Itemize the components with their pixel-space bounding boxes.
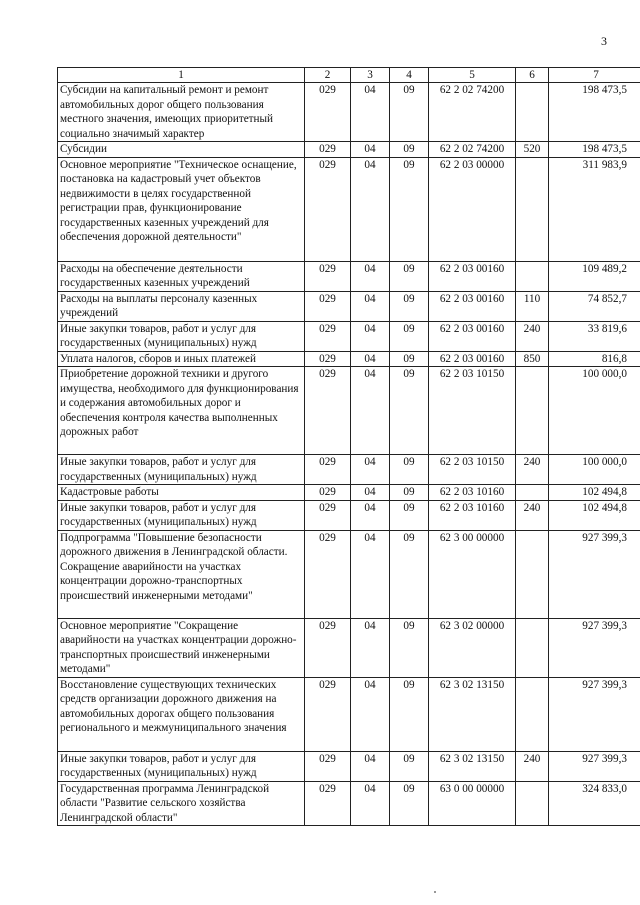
- row-target-article: 62 2 02 74200: [429, 83, 516, 142]
- row-amount: 198 473,5: [549, 142, 640, 158]
- row-expense-type: [516, 530, 549, 618]
- row-expense-type: [516, 677, 549, 751]
- table-row: [58, 530, 640, 618]
- table-row: [58, 677, 640, 751]
- row-target-article: 62 2 03 00160: [429, 351, 516, 367]
- row-amount: 100 000,0: [549, 367, 640, 455]
- row-amount: 816,8: [549, 351, 640, 367]
- row-target-article: 62 3 02 00000: [429, 618, 516, 677]
- row-code: 029: [305, 291, 351, 321]
- row-code: 029: [305, 351, 351, 367]
- row-name: Восстановление существующих технических средств организации дорожного движения на автомобильных дорогах общего пользования регионального и межмуниципального значения: [58, 677, 305, 751]
- row-section: 04: [351, 781, 390, 826]
- row-target-article: 62 3 02 13150: [429, 751, 516, 781]
- row-target-article: 63 0 00 00000: [429, 781, 516, 826]
- row-name: Кадастровые работы: [58, 485, 305, 501]
- table-row: [58, 485, 640, 501]
- row-code: 029: [305, 485, 351, 501]
- column-header: 6: [516, 68, 549, 83]
- row-amount: 33 819,6: [549, 321, 640, 351]
- row-code: 029: [305, 321, 351, 351]
- row-subsection: 09: [390, 351, 429, 367]
- row-name: Уплата налогов, сборов и иных платежей: [58, 351, 305, 367]
- table-row: [58, 455, 640, 485]
- row-code: 029: [305, 367, 351, 455]
- row-target-article: 62 2 03 00160: [429, 261, 516, 291]
- table-row: [58, 781, 640, 826]
- row-amount: 927 399,3: [549, 751, 640, 781]
- row-code: 029: [305, 618, 351, 677]
- row-expense-type: [516, 261, 549, 291]
- table-row: [58, 751, 640, 781]
- page-number: 3: [601, 34, 607, 48]
- row-name: Расходы на обеспечение деятельности государственных казенных учреждений: [58, 261, 305, 291]
- row-expense-type: 240: [516, 751, 549, 781]
- row-expense-type: 240: [516, 500, 549, 530]
- row-name: Государственная программа Ленинградской области "Развитие сельского хозяйства Ленинградской области": [58, 781, 305, 826]
- row-name: Иные закупки товаров, работ и услуг для государственных (муниципальных) нужд: [58, 321, 305, 351]
- row-expense-type: [516, 485, 549, 501]
- column-header: 7: [549, 68, 640, 83]
- row-name: Иные закупки товаров, работ и услуг для государственных (муниципальных) нужд: [58, 751, 305, 781]
- table-row: [58, 142, 640, 158]
- row-name: Основное мероприятие "Сокращение аварийности на участках концентрации дорожно-транспортных происшествий инженерными методами": [58, 618, 305, 677]
- row-target-article: 62 2 03 10160: [429, 485, 516, 501]
- row-code: 029: [305, 751, 351, 781]
- row-amount: 324 833,0: [549, 781, 640, 826]
- row-subsection: 09: [390, 455, 429, 485]
- table-row: [58, 351, 640, 367]
- column-header: 4: [390, 68, 429, 83]
- row-section: 04: [351, 677, 390, 751]
- row-section: 04: [351, 321, 390, 351]
- row-section: 04: [351, 291, 390, 321]
- row-expense-type: [516, 157, 549, 261]
- row-code: 029: [305, 83, 351, 142]
- row-code: 029: [305, 261, 351, 291]
- row-subsection: 09: [390, 500, 429, 530]
- row-section: 04: [351, 351, 390, 367]
- row-amount: 102 494,8: [549, 485, 640, 501]
- column-header: 2: [305, 68, 351, 83]
- row-section: 04: [351, 157, 390, 261]
- row-code: 029: [305, 157, 351, 261]
- table-row: [58, 83, 640, 142]
- row-section: 04: [351, 261, 390, 291]
- row-subsection: 09: [390, 677, 429, 751]
- row-code: 029: [305, 500, 351, 530]
- row-expense-type: 240: [516, 455, 549, 485]
- row-name: Приобретение дорожной техники и другого имущества, необходимого для функционирования и содержания автомобильных дорог и обеспечения контроля качества выполненных дорожных работ: [58, 367, 305, 455]
- row-expense-type: 520: [516, 142, 549, 158]
- row-subsection: 09: [390, 485, 429, 501]
- row-amount: 102 494,8: [549, 500, 640, 530]
- table-row: [58, 367, 640, 455]
- row-section: 04: [351, 530, 390, 618]
- row-target-article: 62 3 02 13150: [429, 677, 516, 751]
- row-code: 029: [305, 142, 351, 158]
- row-amount: 927 399,3: [549, 530, 640, 618]
- row-target-article: 62 2 03 10160: [429, 500, 516, 530]
- row-subsection: 09: [390, 142, 429, 158]
- row-expense-type: [516, 83, 549, 142]
- row-expense-type: [516, 781, 549, 826]
- table-row: [58, 261, 640, 291]
- row-subsection: 09: [390, 83, 429, 142]
- row-subsection: 09: [390, 367, 429, 455]
- table-row: [58, 157, 640, 261]
- row-amount: 927 399,3: [549, 618, 640, 677]
- row-amount: 311 983,9: [549, 157, 640, 261]
- row-code: 029: [305, 455, 351, 485]
- row-amount: 74 852,7: [549, 291, 640, 321]
- row-expense-type: 850: [516, 351, 549, 367]
- row-section: 04: [351, 142, 390, 158]
- row-subsection: 09: [390, 751, 429, 781]
- row-name: Основное мероприятие "Техническое оснащение, постановка на кадастровый учет объектов недвижимости в целях государственной регистрации прав, функционирование государственных казенных учреждений для обеспечения дорожной деятельности": [58, 157, 305, 261]
- row-subsection: 09: [390, 291, 429, 321]
- row-expense-type: 240: [516, 321, 549, 351]
- row-amount: 927 399,3: [549, 677, 640, 751]
- row-expense-type: [516, 618, 549, 677]
- column-header: 1: [58, 68, 305, 83]
- row-target-article: 62 3 00 00000: [429, 530, 516, 618]
- row-code: 029: [305, 677, 351, 751]
- row-target-article: 62 2 03 00000: [429, 157, 516, 261]
- row-target-article: 62 2 03 10150: [429, 367, 516, 455]
- row-name: Расходы на выплаты персоналу казенных учреждений: [58, 291, 305, 321]
- row-section: 04: [351, 751, 390, 781]
- row-section: 04: [351, 455, 390, 485]
- scan-speck: [434, 891, 436, 893]
- row-section: 04: [351, 83, 390, 142]
- row-amount: 198 473,5: [549, 83, 640, 142]
- row-subsection: 09: [390, 157, 429, 261]
- row-section: 04: [351, 485, 390, 501]
- row-subsection: 09: [390, 261, 429, 291]
- row-target-article: 62 2 03 00160: [429, 291, 516, 321]
- row-target-article: 62 2 02 74200: [429, 142, 516, 158]
- row-amount: 109 489,2: [549, 261, 640, 291]
- row-name: Субсидии: [58, 142, 305, 158]
- row-code: 029: [305, 530, 351, 618]
- row-subsection: 09: [390, 618, 429, 677]
- table-row: [58, 321, 640, 351]
- table-row: [58, 291, 640, 321]
- header-row: [58, 68, 640, 83]
- row-subsection: 09: [390, 530, 429, 618]
- budget-table: [57, 67, 640, 826]
- table-row: [58, 500, 640, 530]
- row-subsection: 09: [390, 321, 429, 351]
- row-section: 04: [351, 367, 390, 455]
- row-section: 04: [351, 500, 390, 530]
- row-expense-type: [516, 367, 549, 455]
- row-section: 04: [351, 618, 390, 677]
- row-target-article: 62 2 03 00160: [429, 321, 516, 351]
- row-name: Иные закупки товаров, работ и услуг для государственных (муниципальных) нужд: [58, 455, 305, 485]
- row-code: 029: [305, 781, 351, 826]
- row-target-article: 62 2 03 10150: [429, 455, 516, 485]
- row-amount: 100 000,0: [549, 455, 640, 485]
- column-header: 5: [429, 68, 516, 83]
- row-expense-type: 110: [516, 291, 549, 321]
- row-subsection: 09: [390, 781, 429, 826]
- row-name: Субсидии на капитальный ремонт и ремонт автомобильных дорог общего пользования местного значения, имеющих приоритетный социально значимый характер: [58, 83, 305, 142]
- column-header: 3: [351, 68, 390, 83]
- row-name: Иные закупки товаров, работ и услуг для государственных (муниципальных) нужд: [58, 500, 305, 530]
- row-name: Подпрограмма "Повышение безопасности дорожного движения в Ленинградской области. Сокращение аварийности на участках концентрации дорожно-транспортных происшествий инженерными методами": [58, 530, 305, 618]
- table-row: [58, 618, 640, 677]
